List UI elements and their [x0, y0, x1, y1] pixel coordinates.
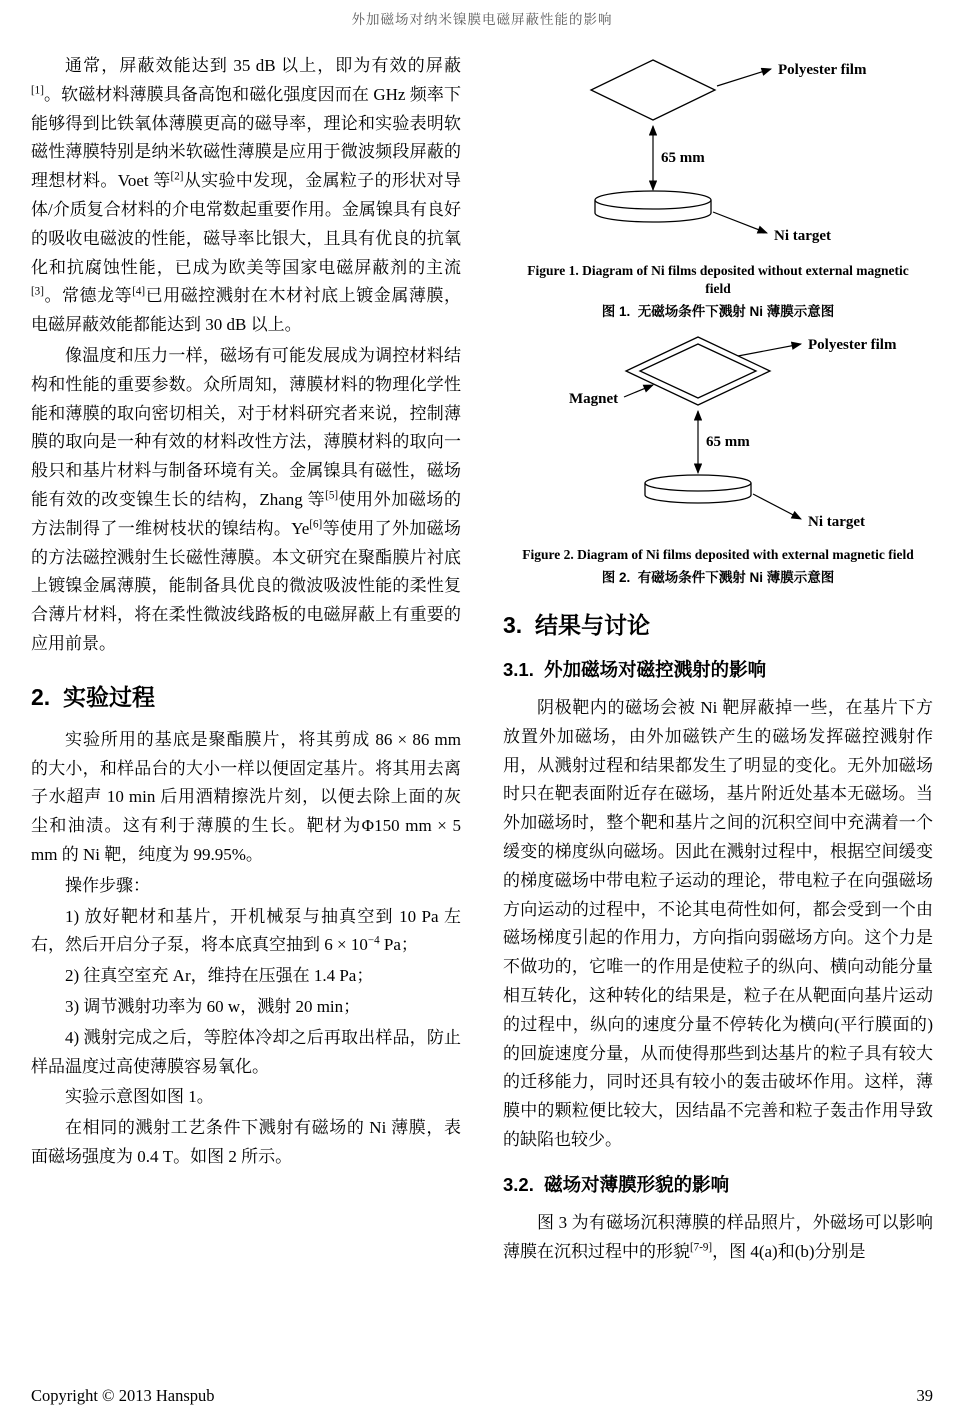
- ni-target-top-shape: [595, 191, 711, 209]
- right-column: [503, 52, 933, 1268]
- paragraph-figure1-ref: 实验示意图如图 1。: [65, 1087, 214, 1107]
- figure-1-caption-en: Figure 1. Diagram of Ni films deposited without external magnetic field: [527, 263, 909, 296]
- figure-1-caption: [521, 262, 915, 321]
- paragraph-intro-2: 像温度和压力一样，磁场有可能发展成为调控材料结构和性能的重要参数。众所周知，薄膜材料的物理化学性能和薄膜的取向密切相关，对于材料研究者来说，控制薄膜的取向是一种有效的材料改性方法，薄膜材料的取向一般只和基片材料与制备环境有关。金属镍具有磁性，磁场能有效的改变镍生长的结构，Zhang 等[5]使用外加磁场的方法制得了一维树枝状的镍结构。Ye[6]等使用了外加磁场的方法磁控溅射生长磁性薄膜。本文研究在聚酯膜片衬底上镀镍金属薄膜，能制备具优良的微波吸波性能的柔性复合薄片材料，将在柔性微波线路板的电磁屏蔽上有重要的应用前景。: [31, 345, 461, 653]
- magnet-label: Magnet: [569, 391, 619, 407]
- steps-intro-label: 操作步骤：: [65, 875, 150, 895]
- page-number: 39: [916, 1386, 933, 1405]
- left-column: [31, 52, 461, 1268]
- magnet-pointer: [624, 385, 653, 397]
- step-item-3: 3) 调节溅射功率为 60 w，溅射 20 min；: [65, 996, 361, 1016]
- ni-target-label: Ni target: [808, 514, 866, 530]
- figure-2-caption: [521, 546, 915, 587]
- figure-2-caption-en: Figure 2. Diagram of Ni films deposited with external magnetic field: [522, 547, 914, 562]
- polyester-film-shape: [591, 60, 715, 120]
- two-column-body: [31, 52, 933, 1268]
- paragraph-intro-1: 通常，屏蔽效能达到 35 dB 以上，即为有效的屏蔽[1]。软磁材料薄膜具备高饱和磁化强度因而在 GHz 频率下能够得到比铁氧体薄膜更高的磁导率，理论和实验表明软磁性薄膜特别是纳米软磁性薄膜是应用于微波频段屏蔽的理想材料。Voet 等[2]从实验中发现，金属粒子的形状对导体/介质复合材料的介电常数起重要作用。金属镍具有良好的吸收电磁波的性能，磁导率比银大，且具有优良的抗氧化和抗腐蚀性能，已成为欧美等国家电磁屏蔽剂的主流[3]。常德龙等[4]已用磁控溅射在木材衬底上镀金属薄膜，电磁屏蔽效能都能达到 30 dB 以上。: [31, 56, 462, 335]
- ni-target-pointer: [713, 212, 767, 233]
- section-3-2-heading: 3.2. 磁场对薄膜形貌的影响: [503, 1173, 730, 1195]
- paragraph-experiment: 实验所用的基底是聚酯膜片，将其剪成 86 × 86 mm 的大小，和样品台的大小一样以便固定基片。将其用去离子水超声 10 min 后用酒精擦洗片刻，以便去除上面的灰尘和油渍。这有利于薄膜的生长。靶材为Φ150 mm × 5 mm 的 Ni 靶，纯度为 99.95%。: [31, 729, 461, 864]
- polyester-film-label: Polyester film: [778, 62, 867, 78]
- page-footer: [31, 1386, 933, 1406]
- ni-target-top-shape: [645, 475, 751, 491]
- magnet-ring-inner-shape: [640, 344, 756, 398]
- figure-1-caption-cn: 图 1. 无磁场条件下溅射 Ni 薄膜示意图: [601, 304, 835, 319]
- ni-target-pointer: [753, 494, 801, 519]
- running-head-title: 外加磁场对纳米镍膜电磁屏蔽性能的影响: [351, 12, 613, 27]
- distance-label: 65 mm: [661, 150, 705, 166]
- paragraph-figure2-ref: 在相同的溅射工艺条件下溅射有磁场的 Ni 薄膜，表面磁场强度为 0.4 T。如图 2 所示。: [31, 1118, 461, 1166]
- polyester-film-pointer: [717, 69, 771, 86]
- section-3-1-heading: 3.1. 外加磁场对磁控溅射的影响: [503, 659, 767, 680]
- figure-2-caption-cn: 图 2. 有磁场条件下溅射 Ni 薄膜示意图: [601, 570, 835, 585]
- figure-2-diagram: [503, 331, 933, 536]
- step-item-4: 4) 溅射完成之后，等腔体冷却之后再取出样品，防止样品温度过高使薄膜容易氧化。: [31, 1027, 461, 1076]
- section-2-heading: 2. 实验过程: [31, 683, 155, 710]
- copyright-text: Copyright © 2013 Hanspub: [31, 1386, 215, 1405]
- figure-1-diagram: [503, 52, 933, 252]
- step-item-2: 2) 往真空室充 Ar，维持在压强在 1.4 Pa；: [65, 966, 374, 986]
- polyester-film-label: Polyester film: [808, 337, 897, 353]
- section-3-heading: 3. 结果与讨论: [503, 612, 650, 638]
- distance-label: 65 mm: [706, 434, 750, 450]
- step-item-1: 1) 放好靶材和基片，开机械泵与抽真空到 10 Pa 左右，然后开启分子泵，将本底真空抽到 $6 \times 10^{-4}$ Pa；: [31, 906, 461, 955]
- figure-1: [503, 52, 933, 321]
- paragraph-3-2: 图 3 为有磁场沉积薄膜的样品照片，外磁场可以影响薄膜在沉积过程中的形貌[7-9]，图 4(a)和(b)分别是: [503, 1212, 933, 1261]
- figure-2: [503, 331, 933, 587]
- paragraph-3-1: 阴极靶内的磁场会被 Ni 靶屏蔽掉一些，在基片下方放置外加磁场，由外加磁铁产生的磁场发挥磁控溅射作用，从溅射过程和结果都发生了明显的变化。无外加磁场时只在靶表面附近存在磁场，基片附近处基本无磁场。当外加磁场时，整个靶和基片之间的沉积空间中充满着一个缓变的梯度纵向磁场。因此在溅射过程中，根据空间缓变的梯度磁场中带电粒子运动的理论，带电粒子在向强磁场方向运动的过程中，不论其电荷性如何，都会受到一个由磁场梯度引起的作用力，方向指向弱磁场方向。这个力是不做功的，它唯一的作用是使粒子的纵向、横向动能分量相互转化，这种转化的结果是，粒子在从靶面向基片运动的过程中，纵向的速度分量不停转化为横向(平行膜面的)的回旋速度分量，从而使得那些到达基片的粒子具有较大的迁移能力，同时还具有较小的轰击破坏作用。这样，薄膜中的颗粒便比较大，因结晶不完善和粒子轰击作用导致的缺陷也较少。: [503, 698, 933, 1149]
- ni-target-label: Ni target: [774, 228, 832, 244]
- polyester-film-pointer: [738, 344, 801, 356]
